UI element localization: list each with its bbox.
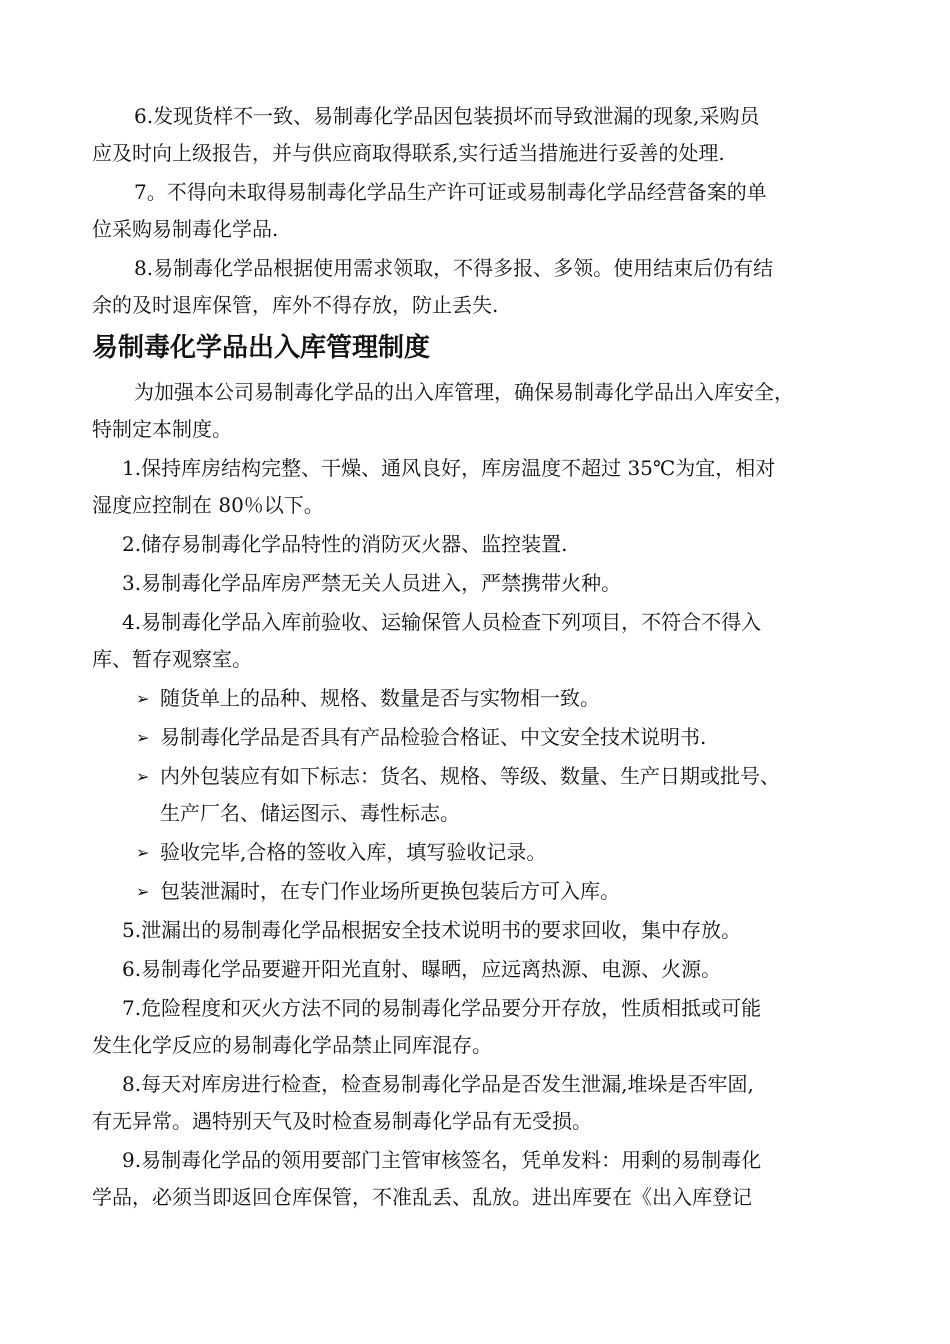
rule-item-3: 3.易制毒化学品库房严禁无关人员进入，严禁携带火种。 bbox=[122, 571, 622, 595]
check-bullet-3: ➢ 内外包装应有如下标志：货名、规格、等级、数量、生产日期或批号、 生产厂名、储运图示、毒性标志。 bbox=[92, 758, 862, 832]
rule-item-8: 8.每天对库房进行检查，检查易制毒化学品是否发生泄漏,堆垛是否牢固, 有无异常。遇特别天气及时检查易制毒化学品有无受损。 bbox=[92, 1072, 754, 1133]
top-item-6: 6.发现货样不一致、易制毒化学品因包装损坏而导致泄漏的现象,采购员 应及时向上级报告，并与供应商取得联系,实行适当措施进行妥善的处理. bbox=[92, 104, 760, 165]
rule-item-5: 5.泄漏出的易制毒化学品根据安全技术说明书的要求回收，集中存放。 bbox=[122, 918, 742, 942]
rule-item-1: 1.保持库房结构完整、干燥、通风良好，库房温度不超过 35℃为宜，相对 湿度应控制在 80％以下。 bbox=[92, 456, 776, 517]
check-bullet-5: ➢ 包装泄漏时，在专门作业场所更换包装后方可入库。 bbox=[92, 873, 862, 910]
top-item-8: 8.易制毒化学品根据使用需求领取，不得多报、多领。使用结束后仍有结 余的及时退库保管，库外不得存放，防止丢失. bbox=[92, 256, 774, 317]
arrow-bullet-icon: ➢ bbox=[136, 843, 150, 862]
check-bullet-2: ➢ 易制毒化学品是否具有产品检验合格证、中文安全技术说明书. bbox=[92, 719, 862, 756]
top-item-7: 7。不得向未取得易制毒化学品生产许可证或易制毒化学品经营备案的单 位采购易制毒化学品. bbox=[92, 180, 767, 241]
rule-item-2: 2.储存易制毒化学品特性的消防灭火器、监控装置. bbox=[122, 532, 568, 556]
arrow-bullet-icon: ➢ bbox=[136, 882, 150, 901]
arrow-bullet-icon: ➢ bbox=[136, 767, 150, 786]
rule-item-4: 4.易制毒化学品入库前验收、运输保管人员检查下列项目，不符合不得入 库、暂存观察室。 bbox=[92, 610, 762, 671]
document-page bbox=[92, 98, 862, 1218]
check-bullet-1: ➢ 随货单上的品种、规格、数量是否与实物相一致。 bbox=[92, 680, 862, 717]
section-intro: 为加强本公司易制毒化学品的出入库管理，确保易制毒化学品出入库安全， 特制定本制度。 bbox=[92, 380, 794, 441]
check-bullet-4: ➢ 验收完毕,合格的签收入库，填写验收记录。 bbox=[92, 834, 862, 871]
rule-item-6: 6.易制毒化学品要避开阳光直射、曝晒，应远离热源、电源、火源。 bbox=[122, 957, 722, 981]
arrow-bullet-icon: ➢ bbox=[136, 689, 150, 708]
rule-item-7: 7.危险程度和灭火方法不同的易制毒化学品要分开存放，性质相抵或可能 发生化学反应的易制毒化学品禁止同库混存。 bbox=[92, 996, 762, 1057]
arrow-bullet-icon: ➢ bbox=[136, 728, 150, 747]
rule-item-9: 9.易制毒化学品的领用要部门主管审核签名，凭单发料：用剩的易制毒化 学品，必须当即返回仓库保管，不准乱丢、乱放。进出库要在《出入库登记 bbox=[92, 1148, 762, 1209]
section-title: 易制毒化学品出入库管理制度 bbox=[92, 333, 431, 363]
